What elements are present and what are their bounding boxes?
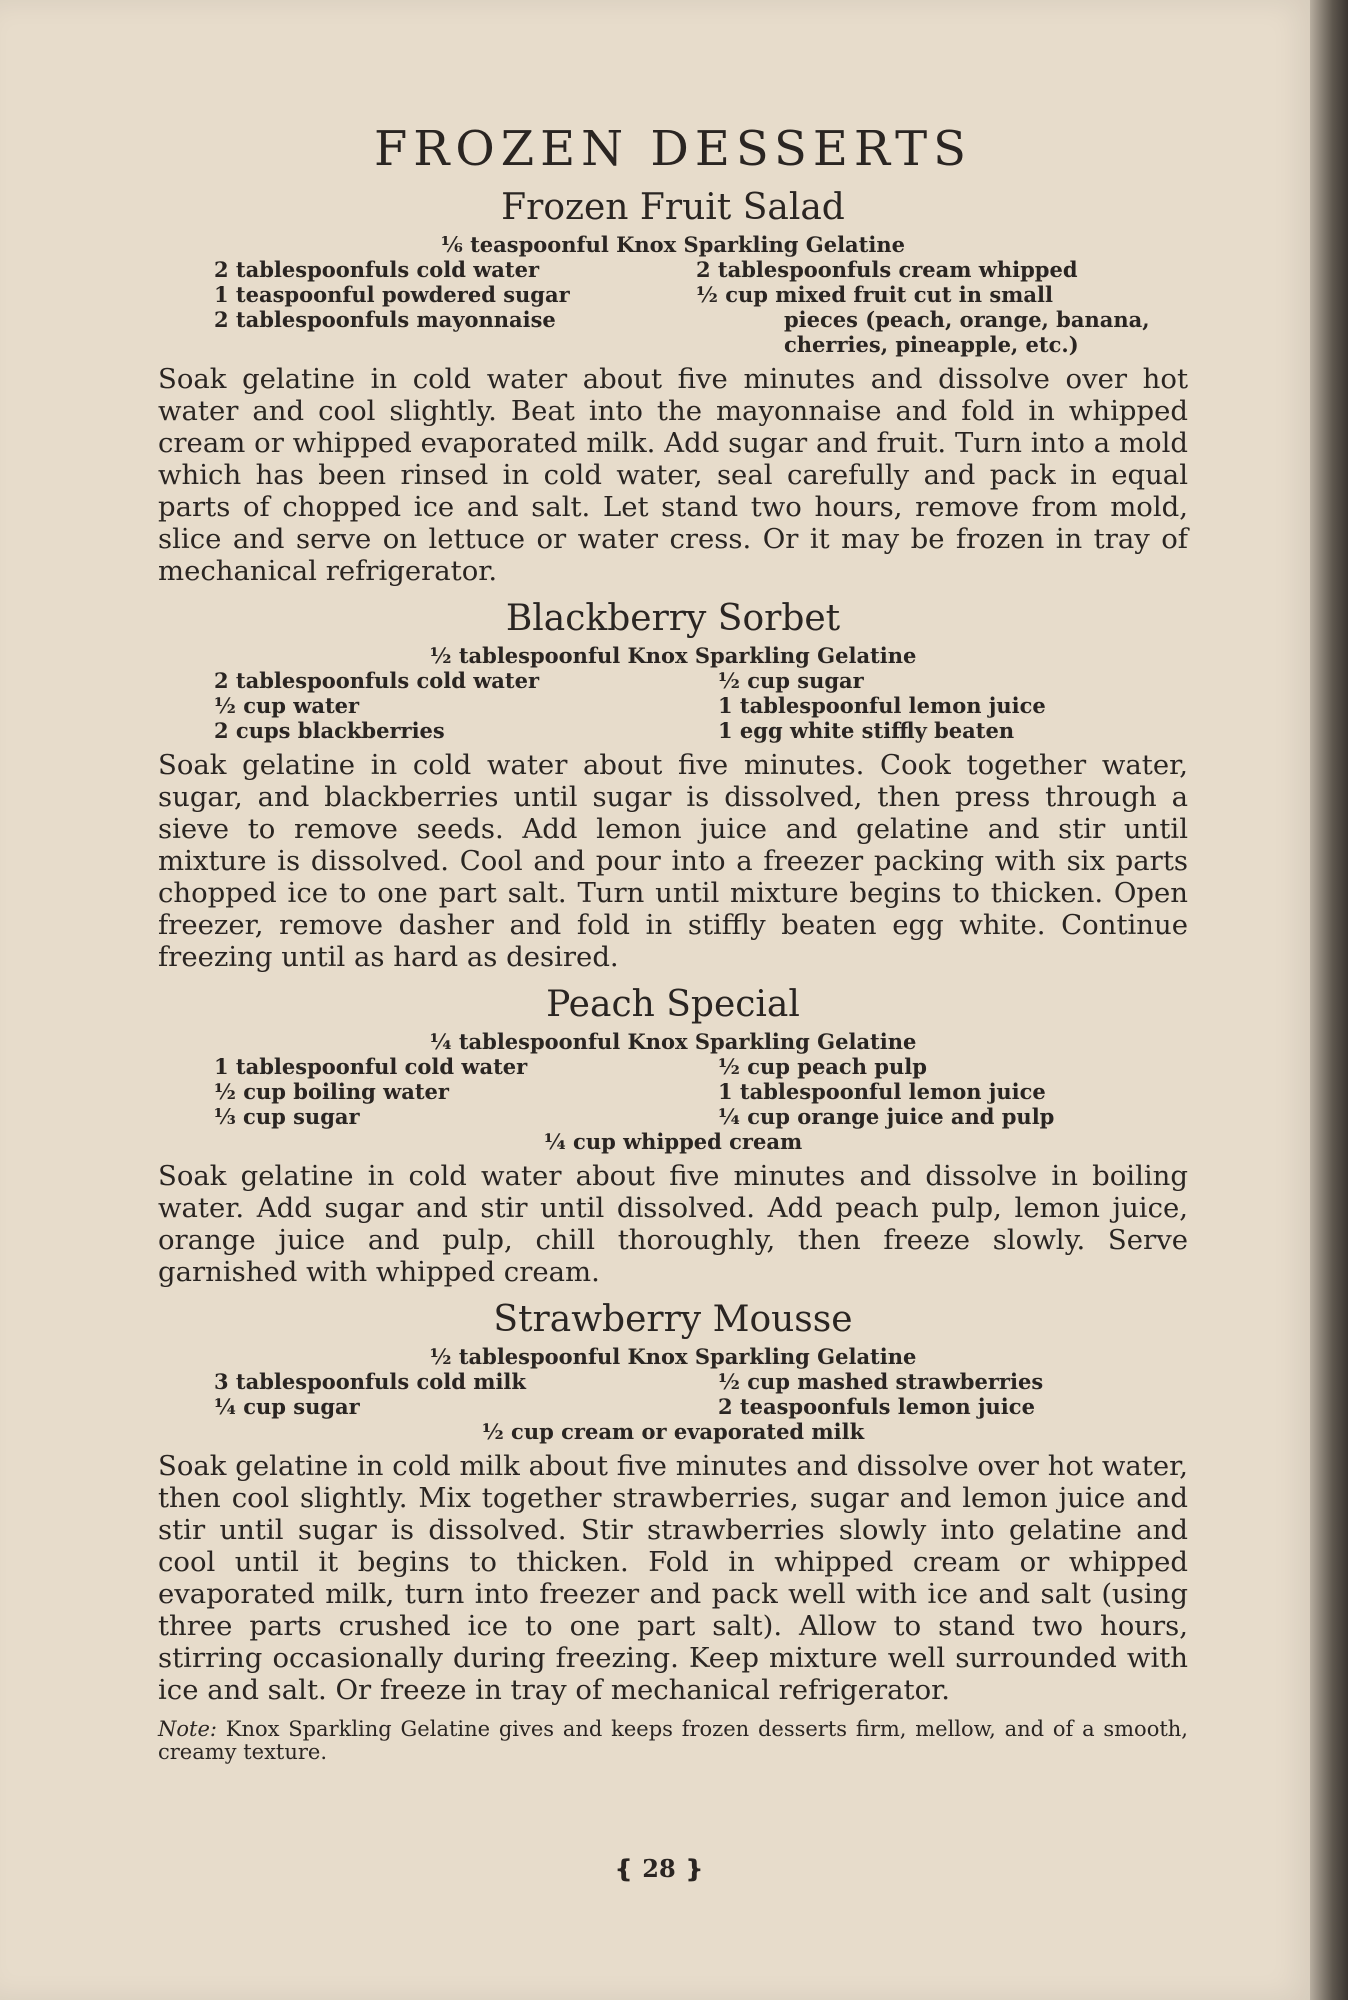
ingredient: ¼ cup orange juice and pulp — [718, 1104, 1055, 1129]
ingredient-column-right — [678, 668, 1188, 743]
ingredient: ½ cup mashed strawberries — [718, 1369, 1044, 1394]
footnote-label: Note: — [158, 1717, 217, 1741]
ingredient: ¼ cup sugar — [214, 1394, 360, 1419]
ingredient: 2 teaspoonfuls lemon juice — [718, 1394, 1035, 1419]
ingredient: 2 tablespoonfuls cold water — [214, 668, 540, 693]
ingredient-extra: ¼ cup whipped cream — [543, 1129, 803, 1154]
ingredient: 1 egg white stiffly beaten — [718, 718, 1015, 743]
ingredient: ½ cup sugar — [718, 668, 864, 693]
ingredient: 1 tablespoonful lemon juice — [718, 1079, 1046, 1104]
ingredient: ½ cup water — [214, 693, 360, 718]
ingredient-column-left — [158, 1369, 678, 1419]
ingredient: ⅓ cup sugar — [214, 1104, 360, 1129]
page-number: ❴ 28 ❵ — [613, 1854, 705, 1883]
ingredient-list — [158, 1369, 1188, 1419]
ingredient-gelatine: ¼ tablespoonful Knox Sparkling Gelatine — [429, 1029, 917, 1054]
footnote-text: Knox Sparkling Gelatine gives and keeps frozen desserts firm, mellow, and of a smooth, creamy texture. — [158, 1717, 1188, 1764]
ingredient-gelatine: ⅙ teaspoonful Knox Sparkling Gelatine — [441, 232, 905, 257]
recipe-strawberry-mousse — [158, 1296, 1188, 1706]
ingredient: ½ cup mixed fruit cut in small — [696, 282, 1053, 307]
recipe-blackberry-sorbet — [158, 595, 1188, 973]
ingredient-column-left — [158, 1054, 678, 1129]
page-edge-shadow — [1310, 0, 1348, 2000]
ingredient: 2 tablespoonfuls cream whipped — [696, 257, 1078, 282]
footnote — [158, 1718, 1188, 1764]
recipe-title: Blackberry Sorbet — [505, 598, 841, 639]
ingredient: 1 teaspoonful powdered sugar — [214, 282, 570, 307]
recipe-title: Frozen Fruit Salad — [501, 187, 845, 228]
ingredient: 2 cups blackberries — [214, 718, 445, 743]
ingredient: 2 tablespoonfuls cold water — [214, 257, 540, 282]
recipe-directions: Soak gelatine in cold milk about five minutes and dissolve over hot water, then cool slightly. Mix together strawberries, sugar and lemon juice and stir until sugar is dissolved. Stir strawberries slowly into gelatine and cool until it begins to thicken. Fold in whipped cream or whipped evaporated milk, turn into freezer and pack well with ice and salt (using three parts crushed ice to one part salt). Allow to stand two hours, stirring occasionally during freezing. Keep mixture well surrounded with ice and salt. Or freeze in tray of mechanical refrigerator. — [158, 1450, 1188, 1706]
recipe-directions: Soak gelatine in cold water about five minutes and dissolve over hot water and cool slightly. Beat into the mayonnaise and fold in whipped cream or whipped evaporated milk. Add sugar and fruit. Turn into a mold which has been rinsed in cold water, seal carefully and pack in equal parts of chopped ice and salt. Let stand two hours, remove from mold, slice and serve on lettuce or water cress. Or it may be frozen in tray of mechanical refrigerator. — [158, 363, 1188, 587]
recipe-frozen-fruit-salad — [158, 184, 1188, 587]
ingredient: ½ cup boiling water — [214, 1079, 449, 1104]
ingredient-column-left — [158, 668, 678, 743]
recipe-peach-special — [158, 981, 1188, 1288]
recipe-title: Strawberry Mousse — [493, 1299, 853, 1340]
ingredient-column-right — [678, 1054, 1188, 1129]
ingredient-column-left — [158, 257, 678, 357]
ingredient-list — [158, 1054, 1188, 1129]
ingredient-list — [158, 668, 1188, 743]
recipe-title: Peach Special — [546, 984, 800, 1025]
ingredient: 1 tablespoonful cold water — [214, 1054, 528, 1079]
ingredient-column-right — [678, 257, 1188, 357]
page-content — [158, 118, 1188, 1764]
ingredient: 2 tablespoonfuls mayonnaise — [214, 307, 556, 332]
recipe-directions: Soak gelatine in cold water about five minutes. Cook together water, sugar, and blackberries until sugar is dissolved, then press through a sieve to remove seeds. Add lemon juice and gelatine and stir until mixture is dissolved. Cool and pour into a freezer packing with six parts chopped ice to one part salt. Turn until mixture begins to thicken. Open freezer, remove dasher and fold in stiffly beaten egg white. Continue freezing until as hard as desired. — [158, 749, 1188, 973]
recipe-directions: Soak gelatine in cold water about five minutes and dissolve in boiling water. Add sugar and stir until dissolved. Add peach pulp, lemon juice, orange juice and pulp, chill thoroughly, then freeze slowly. Serve garnished with whipped cream. — [158, 1160, 1188, 1288]
ingredient: cherries, pineapple, etc.) — [784, 332, 1079, 357]
ingredient-extra: ½ cup cream or evaporated milk — [481, 1419, 865, 1444]
ingredient: ½ cup peach pulp — [718, 1054, 927, 1079]
ingredient-gelatine: ½ tablespoonful Knox Sparkling Gelatine — [429, 643, 917, 668]
ingredient: 3 tablespoonfuls cold milk — [214, 1369, 526, 1394]
ingredient: pieces (peach, orange, banana, — [784, 307, 1150, 332]
page-heading: FROZEN DESSERTS — [373, 121, 973, 177]
ingredient-list — [158, 257, 1188, 357]
ingredient-column-right — [678, 1369, 1188, 1419]
ingredient: 1 tablespoonful lemon juice — [718, 693, 1046, 718]
ingredient-gelatine: ½ tablespoonful Knox Sparkling Gelatine — [429, 1344, 917, 1369]
